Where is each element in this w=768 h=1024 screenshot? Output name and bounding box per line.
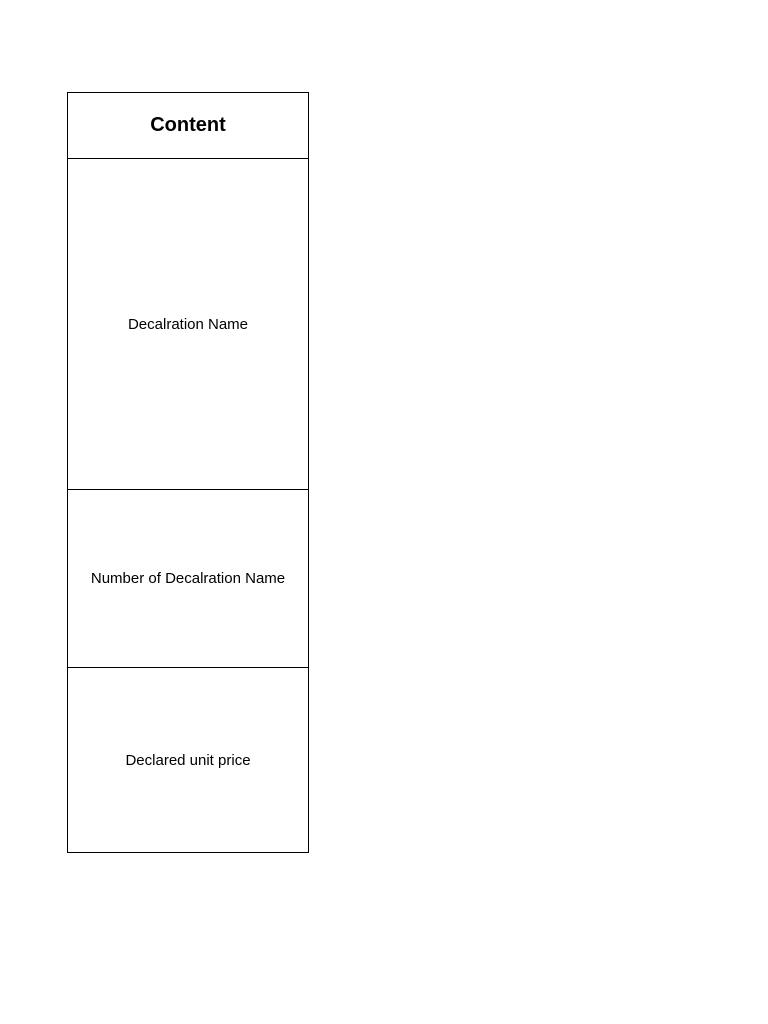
table-body [68, 159, 309, 853]
table-row [68, 668, 309, 853]
content-header-cell: Content [68, 93, 309, 159]
declaration-name-count-cell: Number of Decalration Name [68, 490, 309, 668]
table-row [68, 490, 309, 668]
header-row [68, 93, 309, 159]
table-header [68, 93, 309, 159]
table-row [68, 159, 309, 490]
declared-unit-price-cell: Declared unit price [68, 668, 309, 853]
content-table [67, 92, 309, 853]
declaration-name-cell: Decalration Name [68, 159, 309, 490]
